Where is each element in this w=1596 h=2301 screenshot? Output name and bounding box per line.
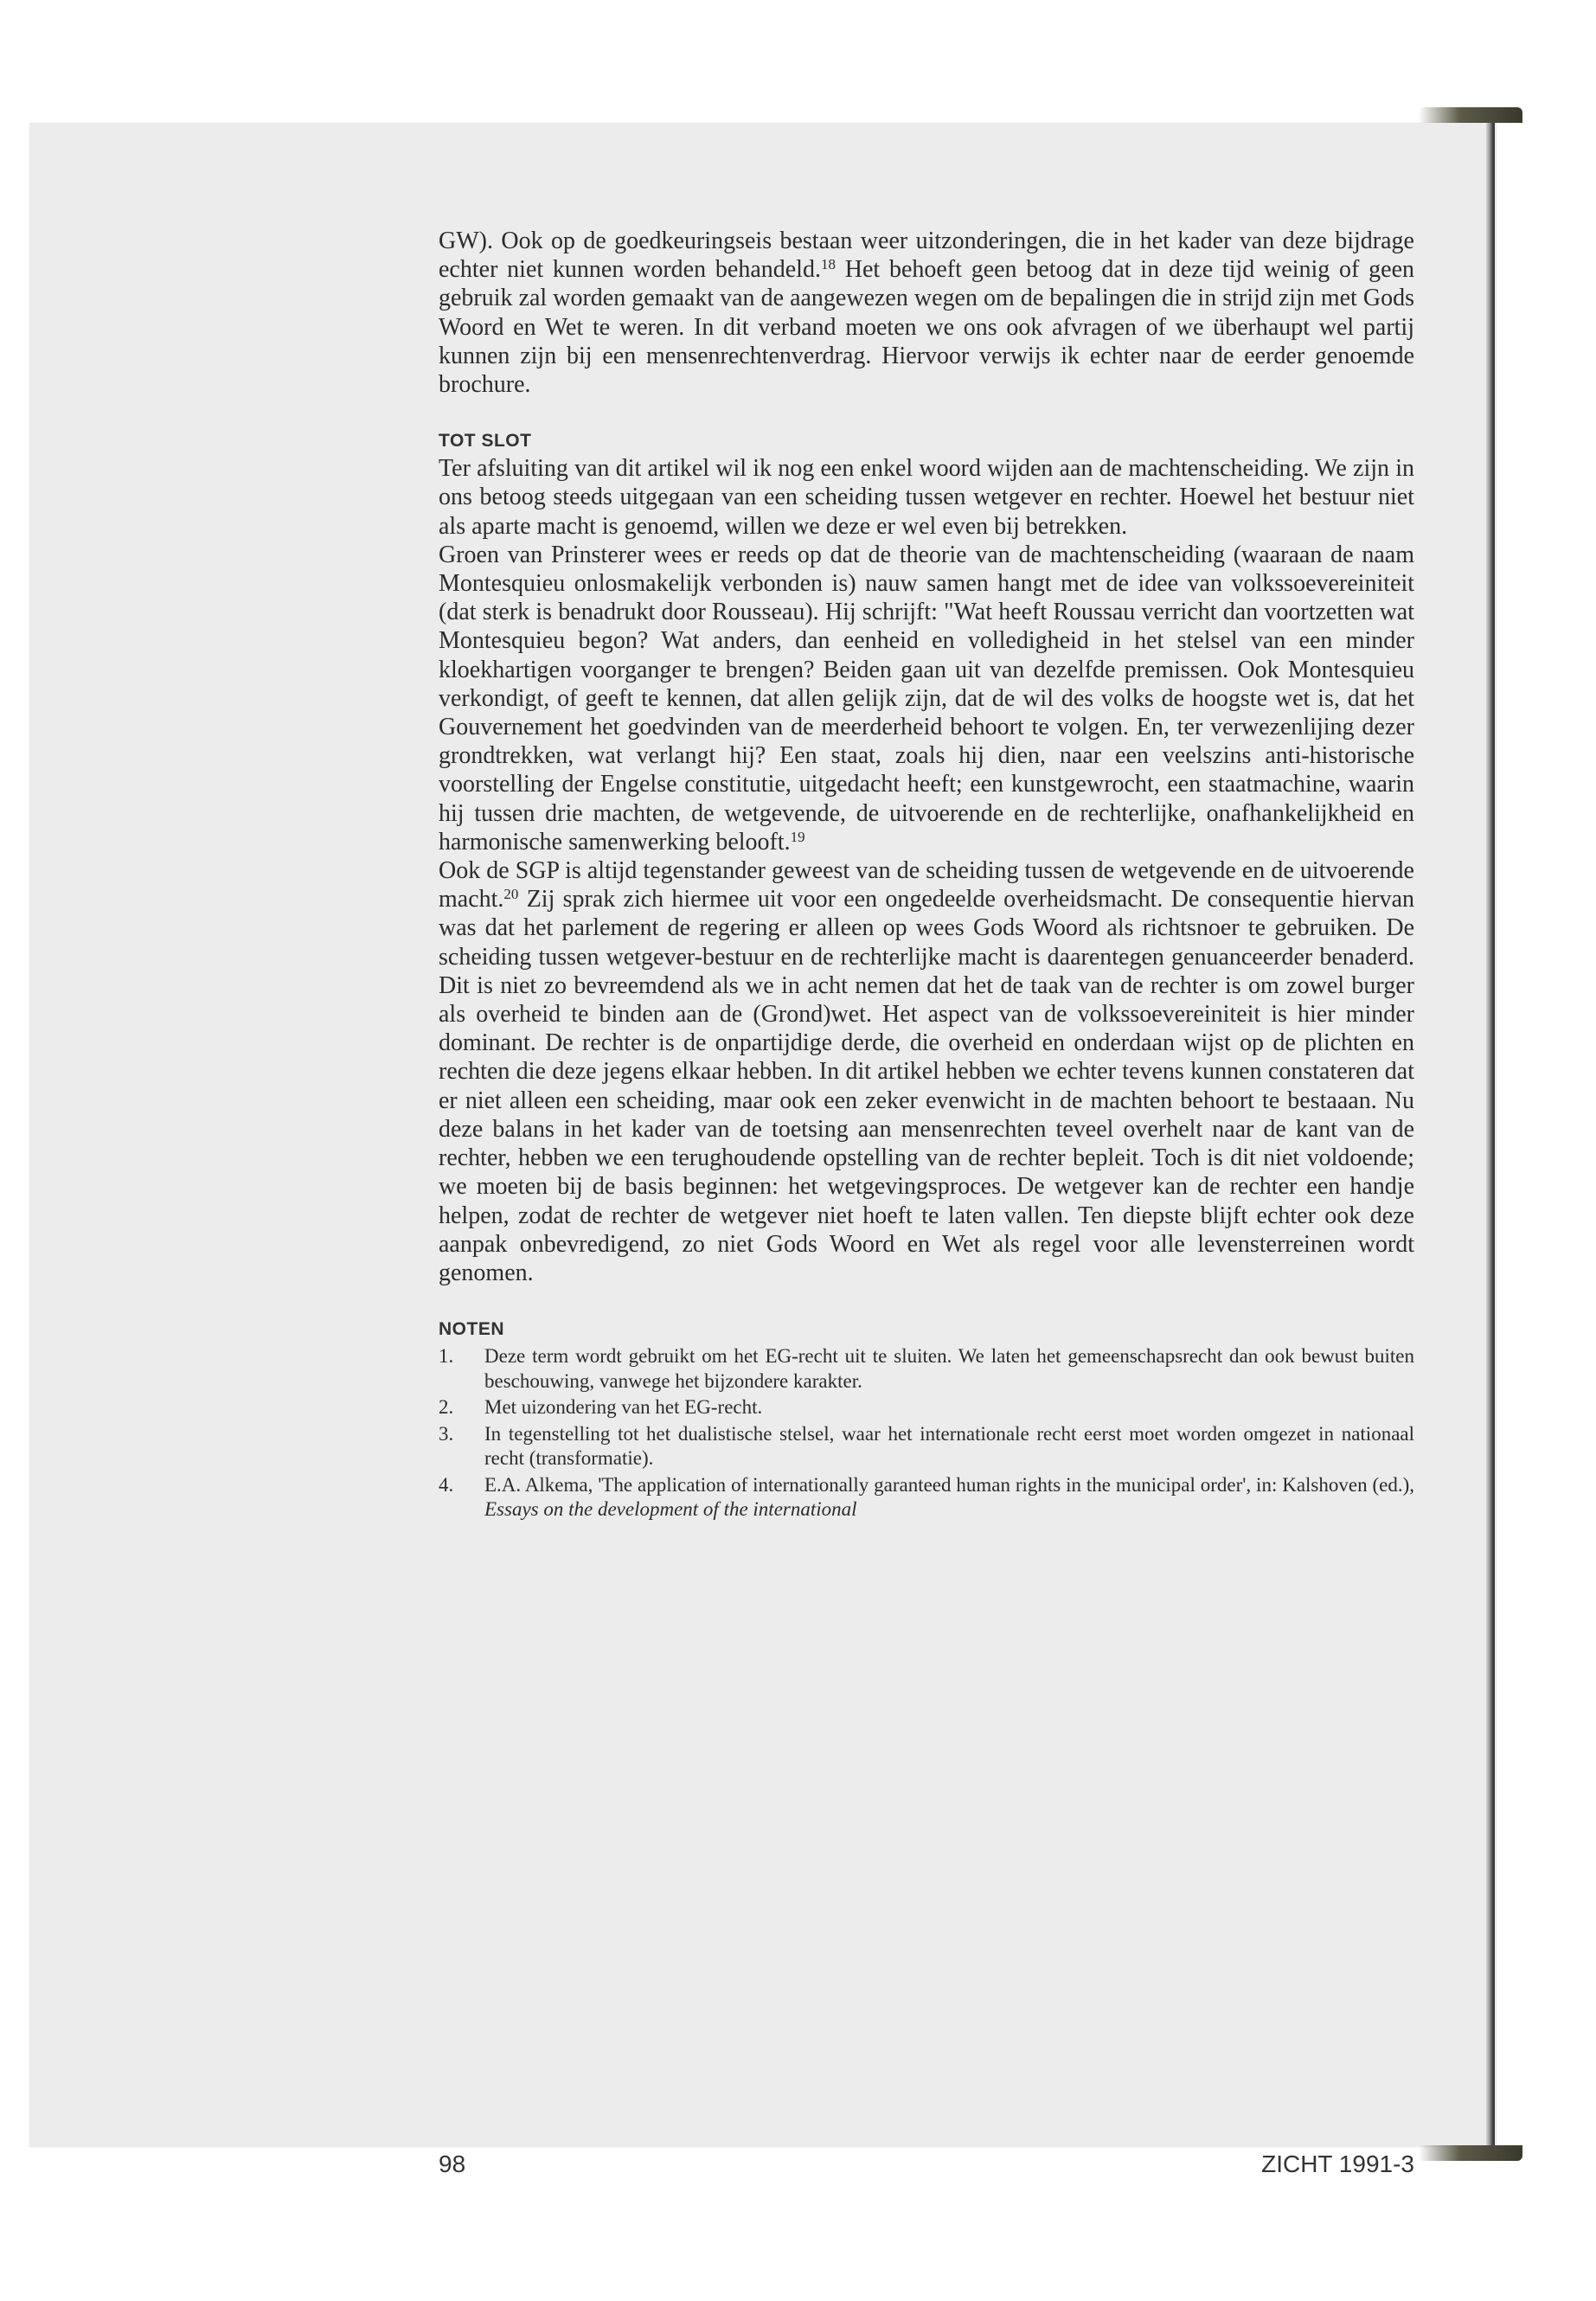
paragraph-3-text-a: Ook de SGP is altijd tegenstander geweest van de scheiding tussen de wetgevende en de uitvoerende macht.: [439, 857, 1414, 913]
intro-paragraph: [439, 227, 1414, 399]
text-column: [439, 227, 1414, 1524]
page-number: 98: [439, 2150, 466, 2177]
paragraph-1: Ter afsluiting van dit artikel wil ik nog een enkel woord wijden aan de machtenscheiding. We zijn in ons betoog steeds uitgegaan van een scheiding tussen wetgever en rechter. Hoewel het bestuur niet als aparte macht is genoemd, willen we deze er wel even bij betrekken.: [439, 455, 1414, 540]
book-spine: [1486, 123, 1495, 2147]
paragraph-3: [439, 856, 1414, 1287]
paragraph-2: [439, 541, 1414, 856]
section-heading-tot-slot: TOT SLOT: [439, 431, 532, 452]
binding-clip-bottom: [1419, 2145, 1522, 2161]
intro-text: GW). Ook op de goedkeuringseis bestaan weer uitzonderingen, die in het kader van deze bijdrage echter niet kunnen worden behandeld.: [439, 228, 1414, 284]
note-text: Deze term wordt gebruikt om het EG-recht uit te sluiten. We laten het gemeenschapsrecht dan ook bewust buiten beschouwing, vanwege het bijzondere karakter.: [484, 1345, 1414, 1392]
footnote-ref-18: 18: [820, 256, 836, 273]
note-text: Met uizondering van het EG-recht.: [484, 1396, 763, 1419]
journal-issue: ZICHT 1991-3: [1261, 2150, 1414, 2177]
note-item: [439, 1344, 1414, 1394]
note-number: 3.: [439, 1422, 454, 1445]
note-item: [439, 1422, 1414, 1471]
note-text: In tegenstelling tot het dualistische stelsel, waar het internationale recht eerst moet worden omgezet in nationaal recht (transformatie).: [484, 1422, 1414, 1470]
note-item: [439, 1473, 1414, 1522]
notes-list: [439, 1344, 1414, 1522]
note-item: [439, 1395, 1414, 1420]
paragraph-3-text-b: Zij sprak zich hiermee uit voor een ongedeelde overheidsmacht. De consequentie hiervan was dat het parlement de regering er alleen op wees Gods Woord als richtsnoer te gebruiken. De scheiding tussen wetgever-bestuur en de rechterlijke macht is daarentegen genuanceerder benaderd. Dit is niet zo bevreemdend als we in acht nemen dat het de taak van de rechter is om zowel burger als overheid te binden aan de (Grond)wet. Het aspect van de volkssoevereiniteit is hier minder dominant. De rechter is de onpartijdige derde, die overheid en onderdaan wijst op de plichten en rechten die deze jegens elkaar hebben. In dit artikel hebben we echter tevens kunnen constateren dat er niet alleen een scheiding, maar ook een zeker evenwicht in de machten behoort te bestaaan. Nu deze balans in het kader van de toetsing aan mensenrechten teveel overhelt naar de kant van de rechter, hebben we een terughoudende opstelling van de rechter bepleit. Toch is dit niet voldoende; we moeten bij de basis beginnen: het wetgevingsproces. De wetgever kan de rechter een handje helpen, zodat de rechter de wetgever niet hoeft te laten vallen. Ten diepste blijft echter ook deze aanpak onbevredigend, zo niet Gods Woord en Wet als regel voor alle levensterreinen wordt genomen.: [439, 886, 1414, 1286]
footnote-ref-19: 19: [790, 828, 805, 845]
note-number: 2.: [439, 1396, 454, 1419]
note-text: E.A. Alkema, 'The application of internationally garanteed human rights in the municipal order', in: Kalshoven (ed.),: [484, 1473, 1414, 1496]
note-number: 1.: [439, 1345, 454, 1368]
binding-clip-top: [1419, 107, 1522, 123]
note-number: 4.: [439, 1473, 454, 1496]
footnote-ref-20: 20: [503, 886, 519, 903]
section-heading-noten: NOTEN: [439, 1319, 504, 1340]
intro-text-tail: Het behoeft geen betoog dat in deze tijd weinig of geen gebruik zal worden gemaakt van de aangewezen wegen om de bepalingen die in strijd zijn met Gods Woord en Wet te weren. In dit verband moeten we ons ook afvragen of we überhaupt wel partij kunnen zijn bij een mensenrechtenverdrag. Hiervoor verwijs ik echter naar de eerder genoemde brochure.: [439, 256, 1414, 399]
paragraph-2-text: Groen van Prinsterer wees er reeds op dat de theorie van de machtenscheiding (waaraan de naam Montesquieu onlosmakelijk verbonden is) nauw samen hangt met de idee van volkssoevereiniteit (dat sterk is benadrukt door Rousseau). Hij schrijft: "Wat heeft Roussau verricht dan voortzetten wat Montesquieu begon? Wat anders, dan eenheid en volledigheid in het stelsel van een minder kloekhartigen voorganger te brengen? Beiden gaan uit van dezelfde premissen. Ook Montesquieu verkondigt, of geeft te kennen, dat allen gelijk zijn, dat de wil des volks de hoogste wet is, dat het Gouvernement het goedvinden van de meerderheid behoort te volgen. En, ter verwezenlijing dezer grondtrekken, wat verlangt hij? Een staat, zoals hij dien, naar een veelszins anti-historische voorstelling der Engelse constitutie, uitgedacht heeft; een kunstgewrocht, een staatmachine, waarin hij tussen drie machten, de wetgevende, de uitvoerende en de rechterlijke, onafhankelijkheid en harmonische samenwerking belooft.: [439, 541, 1414, 856]
note-title-italic: Essays on the development of the international: [484, 1498, 857, 1521]
